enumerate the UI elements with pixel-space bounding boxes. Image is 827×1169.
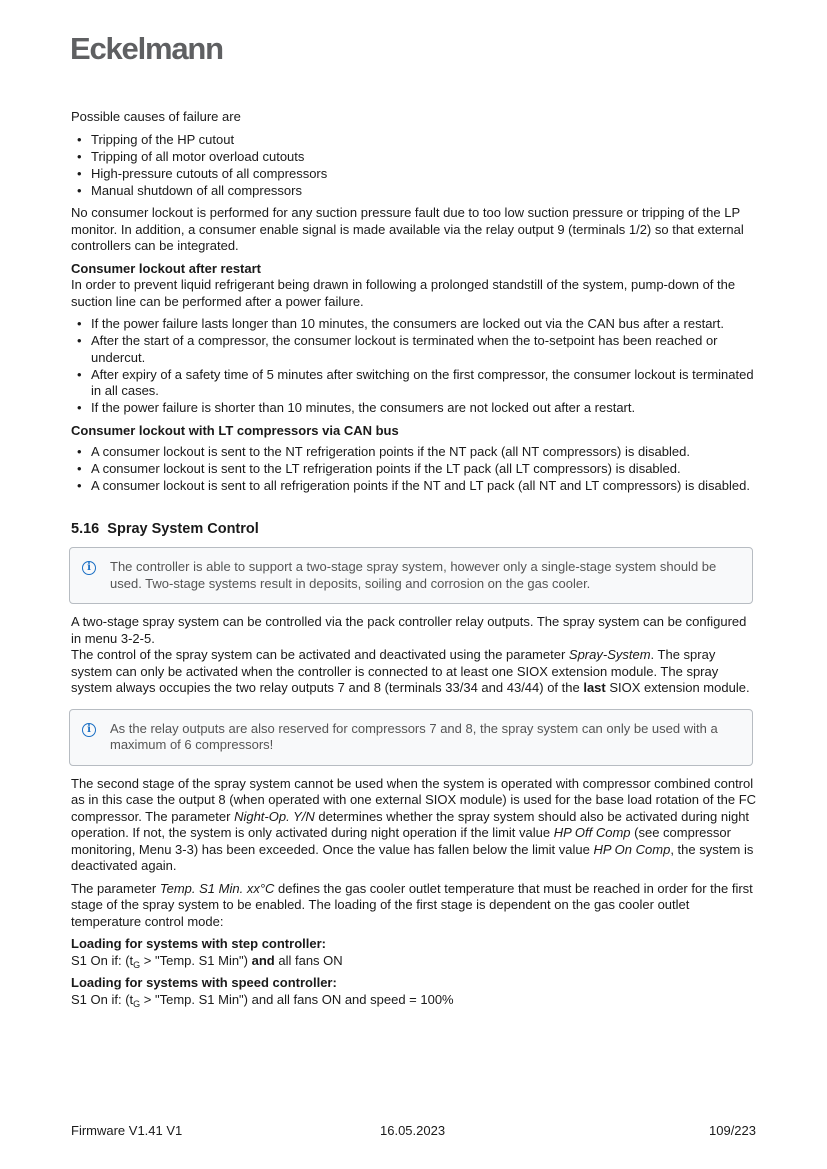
subscript: G [133, 959, 141, 970]
subscript: G [133, 998, 141, 1009]
list-item: • After expiry of a safety time of 5 minutes after switching on the first compressor, the consumer lockout is terminated in all cases. [71, 367, 757, 400]
italic-parameter: Spray-System [568, 647, 651, 662]
italic-parameter: Night-Op. Y/N [234, 808, 315, 824]
list-item: • If the power failure lasts longer than 10 minutes, the consumers are locked out via the CAN bus after a restart. [71, 316, 757, 333]
text-segment: > "Temp. S1 Min") [140, 952, 252, 968]
text-segment: SIOX extension module. [605, 680, 750, 695]
text-segment: The control of the spray system can be activated and deactivated using the parameter [71, 647, 569, 662]
note-text: As the relay outputs are also reserved for compressors 7 and 8, the spray system can only be used with a maximum of 6 compressors! [110, 720, 718, 752]
page-content [71, 109, 757, 1014]
text-segment: The parameter [71, 880, 160, 896]
text-segment: S1 On if: (t [71, 952, 134, 968]
list-item: • A consumer lockout is sent to the LT refrigeration points if the LT pack (all LT compressors) is disabled. [71, 461, 757, 478]
heading-restart: Consumer lockout after restart [71, 260, 261, 276]
section-heading [71, 521, 757, 538]
italic-parameter: HP On Comp [593, 841, 671, 857]
info-icon: i [82, 561, 96, 575]
formula-step [71, 953, 757, 970]
text-segment: The second stage of the spray system cannot be used when the system is operated with compressor combined control as in this case the output 8 (when operated with one external SIOX module) is used for the base load rotation of the FC compressor. The parameter [71, 775, 757, 824]
text-segment: > "Temp. S1 Min") and all fans ON and speed = 100% [140, 991, 454, 1007]
list-item: • High-pressure cutouts of all compressors [71, 166, 757, 183]
causes-list [71, 132, 757, 200]
footer-firmware: Firmware V1.41 V1 [71, 1123, 183, 1138]
footer-page-number: 109/223 [709, 1123, 756, 1138]
text-segment: defines the gas cooler outlet temperature that must be reached in order for the first stage of the spray system to be enabled. The loading of the first stage is dependent on the gas cooler outlet temperature control mode: [71, 880, 753, 929]
bold-text: last [583, 680, 606, 695]
paragraph-temp-s1 [71, 881, 757, 931]
text-segment: S1 On if: (t [71, 991, 134, 1007]
intro-text: Possible causes of failure are [71, 109, 241, 124]
list-item: • Tripping of all motor overload cutouts [71, 149, 757, 166]
paragraph-spray-intro: A two-stage spray system can be controlled via the pack controller relay outputs. The spray system can be configured in menu 3-2-5. [71, 614, 747, 646]
info-note-two-stage [69, 547, 753, 604]
italic-parameter: Temp. S1 Min. xx°C [159, 880, 275, 896]
paragraph-second-stage [71, 776, 757, 875]
eckelmann-logo: Eckelmann [70, 31, 223, 66]
list-item: • A consumer lockout is sent to all refrigeration points if the NT and LT pack (all NT and LT compressors) is disabled. [71, 478, 757, 495]
list-item: • If the power failure is shorter than 10 minutes, the consumers are not locked out after a restart. [71, 400, 757, 417]
text-segment: determines whether the spray system should also be activated during night operation. If not, the system is only activated during night operation if the limit value [71, 808, 750, 840]
restart-list [71, 316, 757, 417]
text-segment: (see compressor monitoring, Menu 3-3) has been exceeded. Once the value has fallen below the limit value [71, 825, 731, 857]
list-item: • After the start of a compressor, the consumer lockout is terminated when the to-setpoint has been reached or undercut. [71, 333, 757, 366]
text-segment: . The spray system can only be activated when the controller is connected to at least one SIOX extension module. The spray system always occupies the two relay outputs 7 and 8 (terminals 33/34 and 43/44) of the [71, 647, 719, 695]
italic-parameter: HP Off Comp [553, 825, 631, 840]
paragraph-lockout: No consumer lockout is performed for any suction pressure fault due to too low suction pressure or tripping of the LP monitor. In addition, a consumer enable signal is made available via the relay output 9 (terminals 1/2) so that external controllers can be integrated. [71, 205, 744, 253]
footer-date: 16.05.2023 [380, 1123, 446, 1138]
formula-speed [71, 992, 757, 1009]
paragraph-restart: In order to prevent liquid refrigerant being drawn in following a prolonged standstill of the system, pump-down of the suction line can be performed after a power failure. [71, 277, 736, 309]
paragraph-spray-control [71, 647, 757, 697]
info-note-relay [69, 709, 753, 766]
can-list [71, 444, 757, 495]
text-segment: all fans ON [274, 952, 343, 968]
list-item: • Manual shutdown of all compressors [71, 183, 757, 200]
heading-can: Consumer lockout with LT compressors via CAN bus [71, 422, 399, 438]
list-item: • A consumer lockout is sent to the NT refrigeration points if the NT pack (all NT compressors) is disabled. [71, 444, 757, 461]
section-title: Spray System Control [107, 520, 259, 537]
info-icon: i [82, 723, 96, 737]
bold-text: and [251, 952, 275, 968]
heading-speed-controller: Loading for systems with speed controller: [71, 975, 337, 990]
note-text: The controller is able to support a two-stage spray system, however only a single-stage system should be used. Two-stage systems result in deposits, soiling and corrosion on the gas cooler. [110, 559, 717, 591]
text-segment: , the system is deactivated again. [71, 841, 754, 873]
list-item: • Tripping of the HP cutout [71, 132, 757, 149]
heading-step-controller: Loading for systems with step controller: [71, 936, 326, 951]
section-number: 5.16 [71, 520, 100, 537]
